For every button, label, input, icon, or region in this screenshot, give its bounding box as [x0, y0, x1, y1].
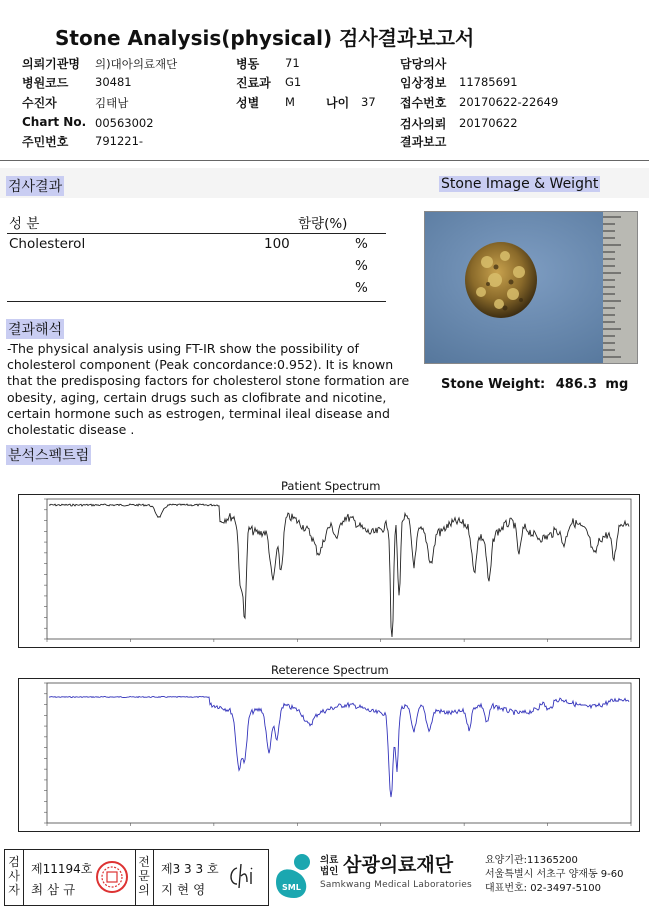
header-value: 71: [285, 56, 300, 70]
results-section-title: 검사결과: [6, 176, 64, 196]
org-prefix-line2: 법인: [320, 866, 339, 877]
stone-weight: [441, 377, 628, 392]
header-value: 00563002: [95, 116, 154, 130]
spectrum-trace: [49, 697, 629, 798]
header-label: 접수번호: [400, 96, 447, 110]
header-label: 검사의뢰: [400, 117, 447, 131]
header-value: 791221-: [95, 134, 144, 148]
spectrum-trace: [49, 504, 629, 637]
stone-image: [424, 211, 638, 364]
header-value: M: [285, 95, 295, 109]
header-label: 나이: [326, 96, 350, 110]
examiner-name: 최 삼 규: [31, 882, 76, 897]
header-label: Chart No.: [22, 115, 87, 129]
org-address: 서울특별시 서초구 양재동 9-60: [485, 869, 624, 880]
sml-logo-icon: [272, 852, 318, 904]
header-value: 30481: [95, 75, 132, 89]
interpretation-text: -The physical analysis using FT-IR show the possibility of cholesterol component (Peak concordance:0.952). It is known that the predisposing factors for cholesterol stone formation are obesity, aging, certain drugs such as clofibrate and nicotine, certain hormone such as estrogen, terminal ileal disease and cholestatic disease .: [7, 341, 410, 438]
org-prefix-line1: 의료: [320, 855, 339, 866]
org-prefix: [320, 855, 338, 877]
reference-spectrum-chart: [18, 678, 640, 832]
header-label: 병동: [236, 57, 260, 71]
result-component-1: Cholesterol: [9, 236, 86, 252]
results-col-component: 성 분: [9, 216, 40, 232]
header-label: 결과보고: [400, 135, 447, 149]
results-table-bottom-line: [7, 301, 386, 302]
logo-text: SML: [282, 883, 301, 892]
header-value: G1: [285, 75, 302, 89]
report-title: Stone Analysis(physical) 검사결과보고서: [55, 26, 475, 50]
header-value: 20170622-22649: [459, 95, 559, 109]
examiner-number: 제11194호: [31, 862, 93, 876]
header-label: 담당의사: [400, 57, 447, 71]
org-name: 삼광의료재단: [343, 854, 454, 876]
specialist-name: 지 현 영: [161, 882, 206, 897]
org-contact: [485, 854, 624, 896]
patient-spectrum-title: Patient Spectrum: [281, 479, 381, 493]
result-unit-3: %: [355, 280, 368, 296]
result-amount-1: 100: [264, 236, 290, 252]
header-label: 진료과: [236, 76, 271, 90]
examiner-label: 검사자: [8, 855, 20, 897]
header-label: 병원코드: [22, 76, 69, 90]
org-name-en: Samkwang Medical Laboratories: [320, 880, 472, 890]
stone-section-title: Stone Image & Weight: [441, 176, 599, 192]
header-label: 임상정보: [400, 76, 447, 90]
stone-weight-value: 486.3: [555, 377, 597, 392]
stone-weight-unit: mg: [605, 377, 629, 392]
results-table-top-line: [7, 233, 386, 234]
org-phone: 대표번호: 02-3497-5100: [485, 883, 602, 894]
result-unit-1: %: [355, 236, 368, 252]
results-col-amount: 함량(%): [298, 216, 348, 232]
header-label: 주민번호: [22, 135, 69, 149]
header-label: 의뢰기관명: [22, 57, 80, 71]
header-label: 성별: [236, 96, 260, 110]
spectrum-section-title: 분석스펙트럼: [6, 445, 91, 465]
org-code: 요양기관:11365200: [485, 855, 578, 866]
reference-spectrum-title: Reterence Spectrum: [271, 663, 389, 677]
specialist-label: 전문의: [138, 855, 150, 897]
interpretation-section-title: 결과해석: [6, 319, 64, 339]
stone-weight-label: Stone Weight:: [441, 377, 546, 392]
header-value: 김태남: [95, 96, 129, 110]
header-divider: [0, 160, 649, 161]
header-label: 수진자: [22, 96, 57, 110]
specialist-signature: [227, 862, 263, 896]
examiner-seal: [95, 860, 129, 898]
result-unit-2: %: [355, 258, 368, 274]
patient-spectrum-chart: [18, 494, 640, 648]
header-value: 20170622: [459, 116, 518, 130]
header-value: 11785691: [459, 75, 518, 89]
specialist-number: 제3 3 3 호: [161, 862, 219, 876]
header-value: 37: [361, 95, 376, 109]
signature-box: [4, 849, 269, 906]
header-value: 의)대아의료재단: [95, 57, 178, 71]
spectrum-plot-area: [47, 499, 631, 639]
